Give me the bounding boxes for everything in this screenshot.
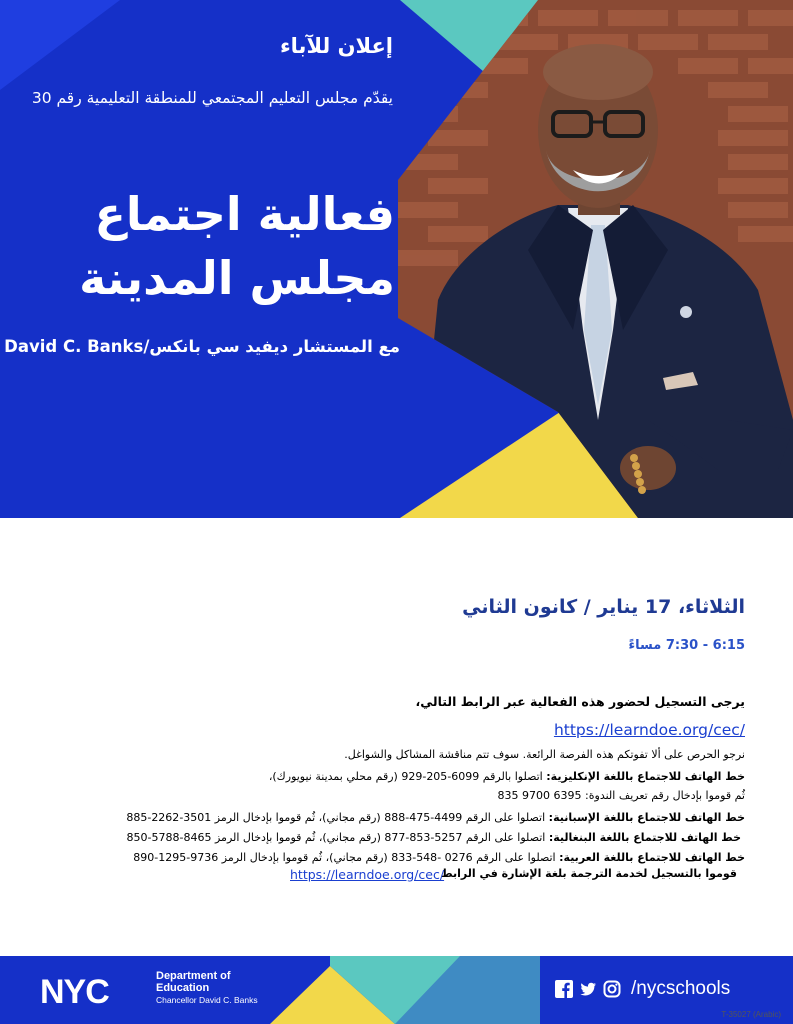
event-date: الثلاثاء، 17 يناير / كانون الثاني xyxy=(462,596,745,618)
announcement-kicker: إعلان للآباء xyxy=(279,34,393,58)
bengali-text: اتصلوا على الرقم 5257-853-877 (رقم مجاني)، ثُم قوموا بإدخال الرمز 8465-5788-850 xyxy=(126,831,546,844)
bengali-line xyxy=(127,831,741,844)
presenter-line: يقدّم مجلس التعليم المجتمعي للمنطقة التعليمية رقم 30 xyxy=(31,89,393,107)
english-line2: ثُم قوموا بإدخال رقم تعريف الندوة: 6395 9700 835 xyxy=(497,789,745,802)
arabic-text: اتصلوا على الرقم 0276 -548-833 (رقم مجاني)، ثُم قوموا بإدخال الرمز 9736-1295-890 xyxy=(133,851,556,864)
social-handle[interactable]: /nycschools xyxy=(631,978,731,999)
chancellor-line: مع المستشار ديفيد سي بانكس/David C. Banks xyxy=(4,337,400,356)
event-time: 6:15 - 7:30 مساءً xyxy=(628,638,745,653)
spanish-line xyxy=(126,811,745,824)
facebook-icon[interactable] xyxy=(555,980,573,998)
english-line xyxy=(269,770,745,783)
nyc-logo-text: NYC xyxy=(40,974,109,1008)
department-line2: Education xyxy=(156,982,210,994)
footer xyxy=(0,956,793,1024)
asl-registration-link[interactable]: https://learndoe.org/cec/ xyxy=(290,867,445,882)
event-title-line2: مجلس المدينة xyxy=(79,251,395,305)
english-text: اتصلوا بالرقم 6099-205-929 (رقم محلي بمدينة نيويورك)، xyxy=(268,770,543,783)
instagram-icon[interactable] xyxy=(603,980,621,998)
social-links xyxy=(555,978,730,1000)
department-name xyxy=(156,970,258,1006)
arabic-line xyxy=(133,851,745,864)
english-label: خط الهاتف للاجتماع باللغة الإنكليزية: xyxy=(546,770,745,783)
note-line: نرجو الحرص على ألا تفوتكم هذه الفرصة الرائعة. سوف تتم مناقشة المشاكل والشواغل. xyxy=(344,748,745,761)
department-line1: Department of xyxy=(156,970,231,982)
asl-line: قوموا بالتسجيل لخدمة الترجمة بلغة الإشارة في الرابط xyxy=(441,867,737,880)
event-title xyxy=(79,182,395,310)
chancellor-photo xyxy=(398,0,793,518)
event-title-line1: فعالية اجتماع xyxy=(94,187,395,241)
spanish-text: اتصلوا على الرقم 4499-475-888 (رقم مجاني)، ثُم قوموا بإدخال الرمز 3501-2262-885 xyxy=(126,811,546,824)
registration-link[interactable]: https://learndoe.org/cec/ xyxy=(553,721,745,739)
arabic-label: خط الهاتف للاجتماع باللغة العربية: xyxy=(559,851,745,864)
nyc-logo xyxy=(40,974,145,1012)
chancellor-name: Chancellor David C. Banks xyxy=(156,995,258,1005)
document-code: T-35027 (Arabic) xyxy=(721,1010,781,1019)
registration-prompt: يرجى التسجيل لحضور هذه الفعالية عبر الرابط التالي، xyxy=(415,694,745,709)
spanish-label: خط الهاتف للاجتماع باللغة الإسبانية: xyxy=(548,811,745,824)
twitter-icon[interactable] xyxy=(579,980,597,998)
bengali-label: خط الهاتف للاجتماع باللغة البنغالية: xyxy=(548,831,741,844)
